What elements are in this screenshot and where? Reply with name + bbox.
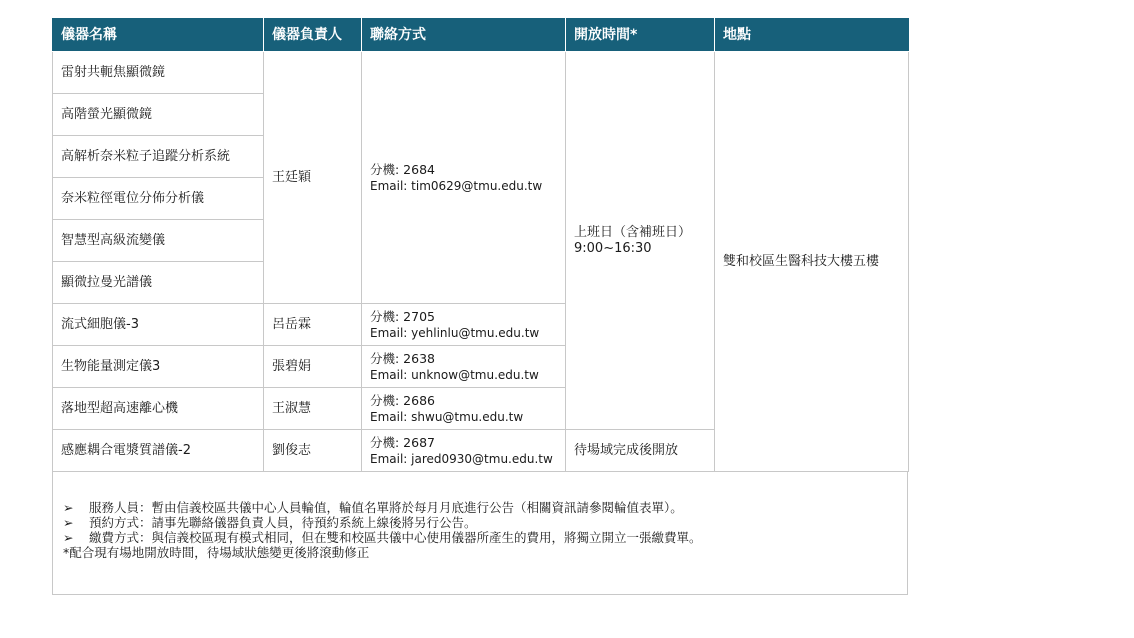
header-person-in-charge: 儀器負責人 [264, 19, 362, 52]
contact-info [362, 430, 566, 472]
email-address: Email: shwu@tmu.edu.tw [370, 409, 524, 424]
arrow-bullet-icon: ➢ [63, 515, 74, 530]
instrument-schedule [52, 18, 908, 595]
extension: 分機: 2686 [370, 392, 435, 408]
contact-info [362, 52, 566, 304]
instrument-name: 落地型超高速離心機 [53, 388, 264, 430]
extension: 分機: 2684 [370, 161, 435, 177]
person-in-charge: 王廷穎 [264, 52, 362, 304]
instrument-name: 生物能量測定儀3 [53, 346, 264, 388]
note-reservation [63, 515, 907, 530]
header-instrument-name: 儀器名稱 [53, 19, 264, 52]
location: 雙和校區生醫科技大樓五樓 [715, 52, 909, 472]
notes-section [52, 472, 908, 595]
person-in-charge: 王淑慧 [264, 388, 362, 430]
instrument-name: 流式細胞儀-3 [53, 304, 264, 346]
opening-time: 9:00~16:30 [574, 240, 652, 256]
arrow-bullet-icon: ➢ [63, 500, 74, 515]
email-address: Email: jared0930@tmu.edu.tw [370, 451, 553, 466]
person-in-charge: 呂岳霖 [264, 304, 362, 346]
note-service-staff [63, 500, 907, 515]
instrument-name: 雷射共軛焦顯微鏡 [53, 52, 264, 94]
note-payment [63, 530, 907, 545]
note-text: 繳費方式：與信義校區現有模式相同，但在雙和校區共儀中心使用儀器所產生的費用，將獨立開立一張繳費單。 [89, 530, 702, 545]
instrument-name: 顯微拉曼光譜儀 [53, 262, 264, 304]
note-footnote: *配合現有場地開放時間，待場域狀態變更後將滾動修正 [63, 545, 370, 560]
header-contact: 聯絡方式 [362, 19, 566, 52]
extension: 分機: 2638 [370, 350, 435, 366]
instrument-name: 奈米粒徑電位分佈分析儀 [53, 178, 264, 220]
extension: 分機: 2687 [370, 434, 435, 450]
email-address: Email: unknow@tmu.edu.tw [370, 367, 539, 382]
header-opening-hours: 開放時間* [566, 19, 715, 52]
opening-days: 上班日（含補班日） [574, 224, 692, 240]
instrument-name: 感應耦合電漿質譜儀-2 [53, 430, 264, 472]
email-address: Email: yehlinlu@tmu.edu.tw [370, 325, 540, 340]
person-in-charge: 劉俊志 [264, 430, 362, 472]
instrument-table [52, 18, 909, 472]
instrument-name: 高解析奈米粒子追蹤分析系統 [53, 136, 264, 178]
email-address: Email: tim0629@tmu.edu.tw [370, 178, 543, 193]
arrow-bullet-icon: ➢ [63, 530, 74, 545]
extension: 分機: 2705 [370, 308, 435, 324]
table-header-row [53, 19, 909, 52]
instrument-name: 高階螢光顯微鏡 [53, 94, 264, 136]
instrument-name: 智慧型高級流變儀 [53, 220, 264, 262]
note-text: 預約方式：請事先聯絡儀器負責人員，待預約系統上線後將另行公告。 [89, 515, 477, 530]
note-text: 服務人員：暫由信義校區共儀中心人員輪值，輪值名單將於每月月底進行公告（相關資訊請參閱輪值表單）。 [89, 500, 683, 515]
contact-info [362, 304, 566, 346]
contact-info [362, 346, 566, 388]
opening-hours [566, 52, 715, 430]
contact-info [362, 388, 566, 430]
table-row [53, 52, 909, 94]
opening-hours-pending: 待場域完成後開放 [566, 430, 715, 472]
person-in-charge: 張碧娟 [264, 346, 362, 388]
header-location: 地點 [715, 19, 909, 52]
